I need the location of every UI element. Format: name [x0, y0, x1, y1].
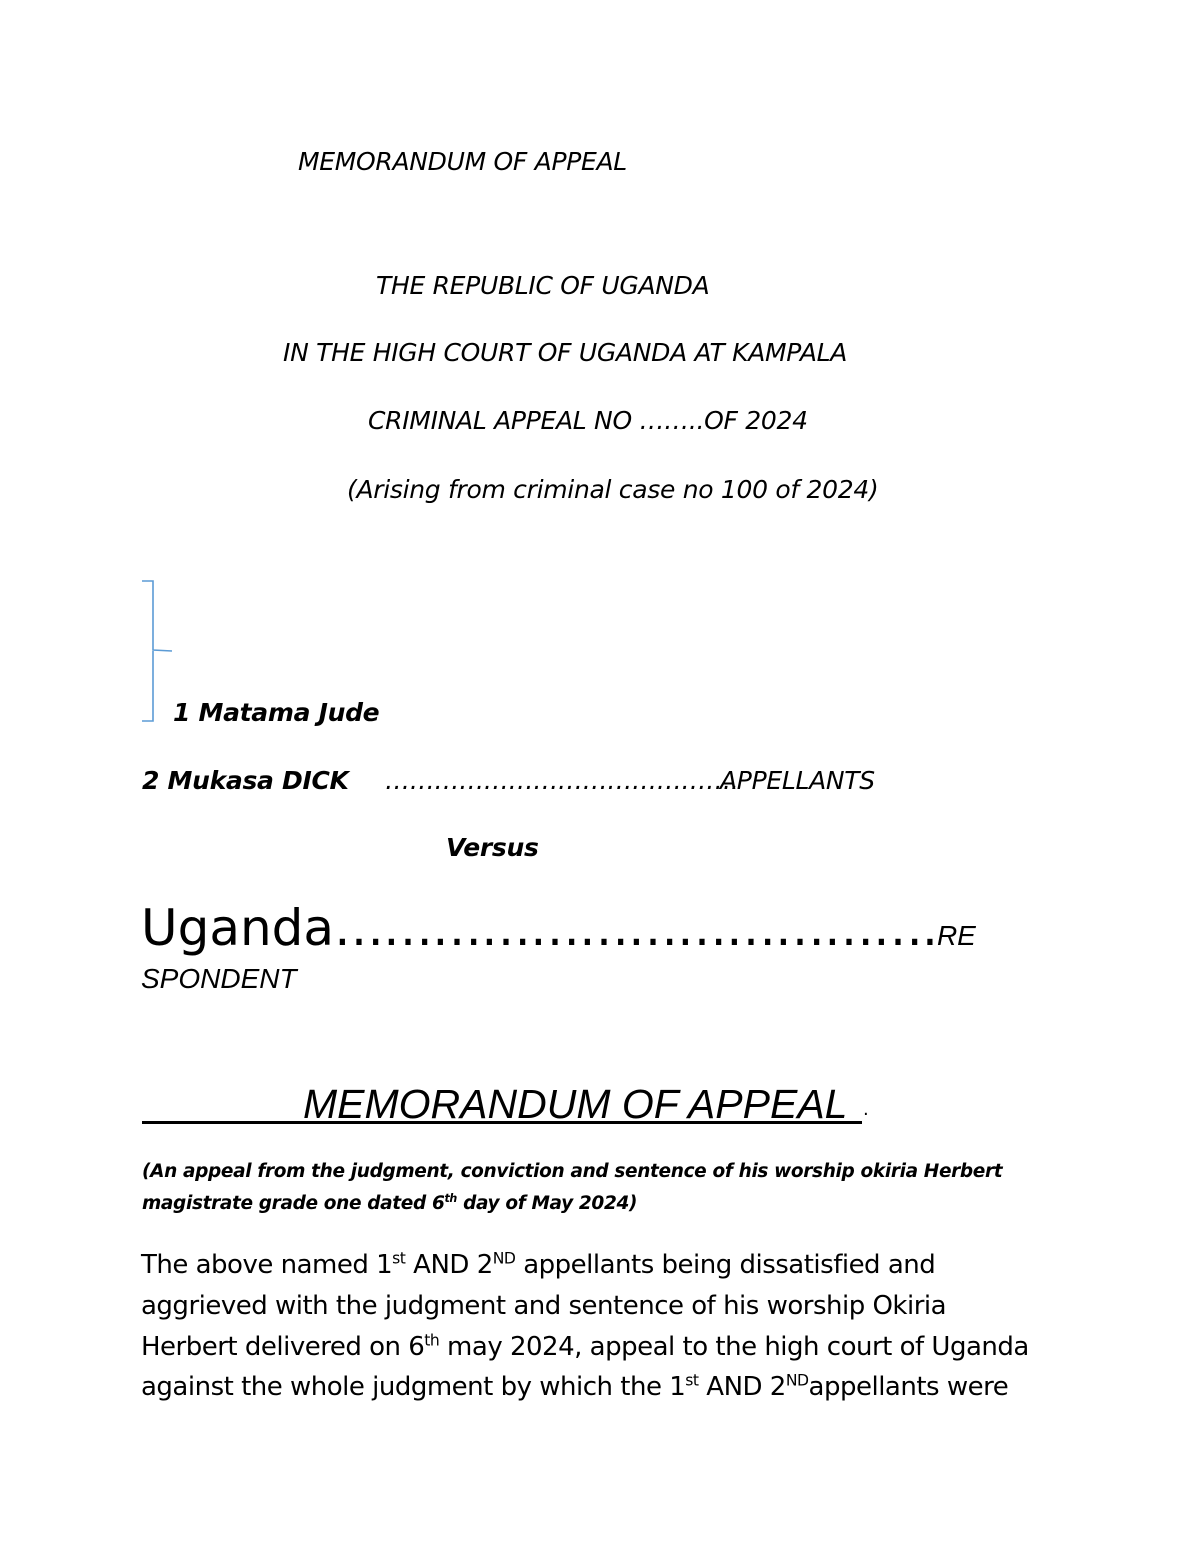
appeal-number: CRIMINAL APPEAL NO ……..OF 2024 — [368, 406, 808, 435]
republic-heading: THE REPUBLIC OF UGANDA — [376, 271, 710, 300]
respondent-name: Uganda……………………………….RE — [141, 899, 976, 957]
memo-heading-top: MEMORANDUM OF APPEAL — [298, 147, 627, 176]
body-line-4: against the whole judgment by which the 1st AND 2NDappellants were — [141, 1371, 1009, 1402]
arising-from: (Arising from criminal case no 100 of 2024) — [347, 475, 879, 504]
body-line-1: The above named 1st AND 2ND appellants being dissatisfied and — [141, 1249, 936, 1280]
versus-label: Versus — [446, 833, 539, 862]
subtitle-line-2: magistrate grade one dated 6th day of May 2024) — [142, 1191, 638, 1214]
court-heading: IN THE HIGH COURT OF UGANDA AT KAMPALA — [283, 338, 848, 367]
respondent-role-end: SPONDENT — [141, 963, 297, 994]
subtitle-line-1: (An appeal from the judgment, conviction and sentence of his worship okiria Herbert — [142, 1161, 1003, 1182]
body-line-2: aggrieved with the judgment and sentence of his worship Okiria — [141, 1291, 947, 1321]
appellant-1: 1 Matama Jude — [173, 698, 380, 727]
body-line-3: Herbert delivered on 6th may 2024, appeal to the high court of Uganda — [141, 1331, 1029, 1362]
appellant-2-name: 2 Mukasa DICK — [142, 766, 349, 795]
memo-main-title: MEMORANDUM OF APPEAL — [303, 1081, 848, 1127]
title-trailing-dot: . — [863, 1099, 869, 1120]
appellant-2-dots: ……………………………………. — [385, 766, 739, 795]
appellants-role: APPELLANTS — [720, 766, 875, 795]
respondent-dots: ………………………………. — [334, 899, 937, 957]
respondent-role-start: RE — [936, 920, 976, 951]
